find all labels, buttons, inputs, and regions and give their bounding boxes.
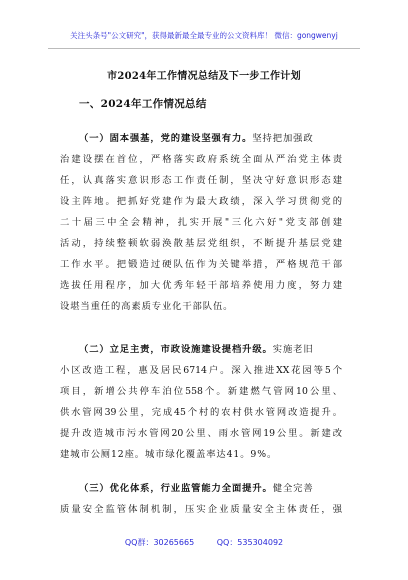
footer-contact xyxy=(0,537,408,548)
paragraph-text: 实施老旧 xyxy=(272,344,314,355)
paragraph-municipal-facilities xyxy=(60,339,342,465)
paragraph-line xyxy=(60,478,342,499)
paragraph-line: 设主阵地。把抓好党建作为最大政绩，深入学习贯彻党的 xyxy=(60,196,342,207)
document-title: 市2024年工作情况总结及下一步工作计划 xyxy=(107,71,301,82)
paragraph-line: 小区改造工程，惠及居民6714户。深入推进XX花园等5个 xyxy=(60,365,342,376)
paragraph-text: 健全完善 xyxy=(272,483,314,494)
paragraph-line: 质量安全监管体制机制，压实企业质量安全主体责任，强 xyxy=(60,504,342,515)
header-promo-note: 关注头条号"公文研究"，获得最新最全最专业的公文资料库！ 微信：gongwenyj xyxy=(70,31,338,40)
paragraph-line: 任，认真落实意识形态工作责任制，坚决守好意识形态建 xyxy=(60,175,342,186)
paragraph-line: 治建设摆在首位，严格落实政府系统全面从严治党主体责 xyxy=(60,154,342,165)
paragraph-line: 二十届三中全会精神，扎实开展"三化六好"党支部创建 xyxy=(60,217,342,228)
paragraph-line: 建城市公厕12座。城市绿化覆盖率达41。9%。 xyxy=(60,449,278,460)
paragraph-line: 活动，持续整顿软弱涣散基层党组织，不断提升基层党建 xyxy=(60,238,342,249)
paragraph-line xyxy=(60,128,342,149)
paragraph-industry-supervision xyxy=(60,478,342,520)
header-divider xyxy=(48,48,360,49)
paragraph-line: 提升改造城市污水管网20公里、雨水管网19公里。新建改 xyxy=(60,428,342,439)
paragraph-line: 供水管网39公里，完成45个村的农村供水管网改造提升。 xyxy=(60,407,342,418)
paragraph-line: 项目，新增公共停车泊位558个。新建燃气管网10公里、 xyxy=(60,386,342,397)
paragraph-text: 坚持把加强政 xyxy=(252,133,314,144)
paragraph-line: 设堪当重任的高素质专业化干部队伍。 xyxy=(60,301,234,312)
section-heading: 一、2024年工作情况总结 xyxy=(79,98,207,110)
paragraph-lead: （二）立足主责，市政设施建设提档升级。 xyxy=(79,344,273,355)
footer-qq-number: QQ：535304092 xyxy=(216,538,284,547)
paragraph-line xyxy=(60,339,342,360)
paragraph-party-building xyxy=(60,128,342,317)
footer-qq-group: QQ群：30265665 xyxy=(124,538,195,547)
paragraph-line: 工作水平。把锻造过硬队伍作为关键举措，严格规范干部 xyxy=(60,259,342,270)
paragraph-line: 选拔任用程序，加大优秀年轻干部培养使用力度，努力建 xyxy=(60,280,342,291)
paragraph-lead: （三）优化体系，行业监管能力全面提升。 xyxy=(79,483,273,494)
paragraph-lead: （一）固本强基，党的建设坚强有力。 xyxy=(79,133,253,144)
